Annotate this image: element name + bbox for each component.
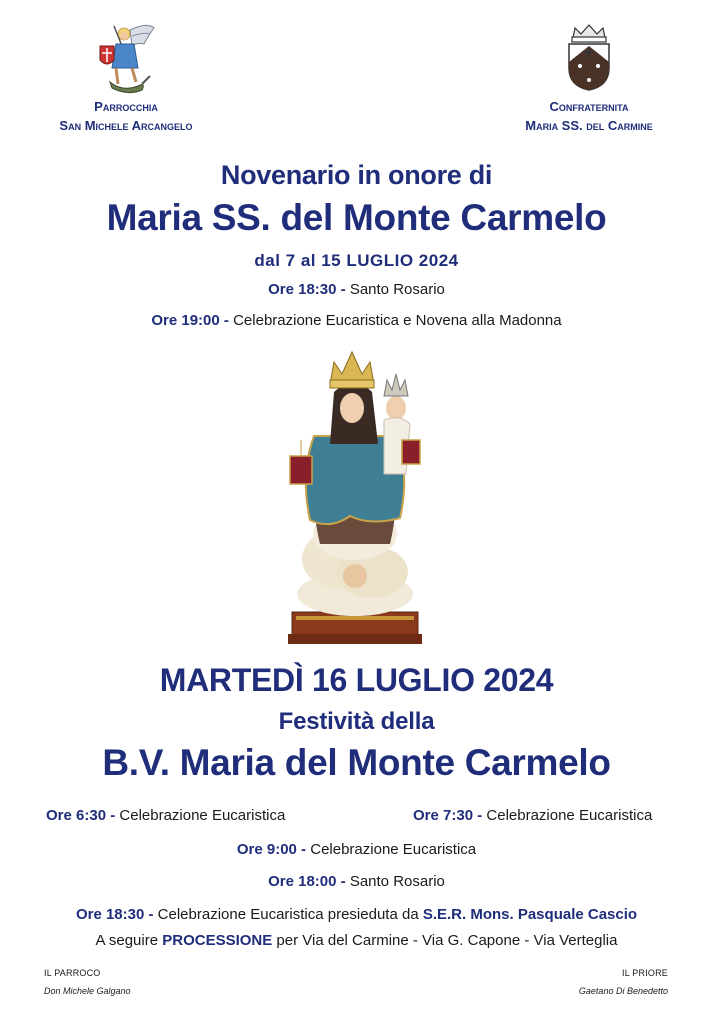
schedule-desc: Celebrazione Eucaristica e Novena alla Madonna — [233, 312, 562, 329]
feast-date: MARTEDÌ 16 LUGLIO 2024 — [159, 662, 554, 698]
feast-schedule-row — [413, 807, 652, 824]
mass-sep: - — [144, 906, 158, 923]
schedule-desc: Celebrazione Eucaristica — [486, 807, 653, 824]
novena-schedule-row — [0, 281, 713, 298]
confraternity-name — [498, 97, 680, 135]
schedule-desc: Celebrazione Eucaristica — [310, 841, 477, 858]
procession-line — [0, 932, 713, 949]
mass-desc: Celebrazione Eucaristica presieduta da — [157, 906, 423, 923]
mass-celebrant: S.E.R. Mons. Pasquale Cascio — [422, 906, 638, 923]
confraternity-line2: Maria SS. del Carmine — [525, 118, 653, 133]
feast-subtitle: Festività della — [278, 708, 435, 735]
schedule-desc: Santo Rosario — [349, 281, 445, 298]
parroco-role: IL PARROCO — [44, 968, 101, 978]
novena-schedule-row — [0, 312, 713, 329]
carmelite-emblem-icon — [565, 22, 613, 92]
schedule-sep: - — [336, 281, 350, 298]
novena-title-line1: Novenario in onore di — [220, 160, 493, 190]
feast-main-mass — [0, 906, 713, 923]
schedule-time: Ore 18:30 — [268, 281, 337, 298]
priore-name: Gaetano Di Benedetto — [578, 986, 668, 996]
parish-line1: Parrocchia — [94, 99, 158, 114]
schedule-time: Ore 9:00 — [236, 841, 297, 858]
madonna-statue-image — [260, 344, 450, 649]
schedule-sep: - — [219, 312, 234, 329]
feast-title: B.V. Maria del Monte Carmelo — [102, 742, 611, 783]
feast-schedule-row — [46, 807, 285, 824]
schedule-sep: - — [106, 807, 120, 824]
procession-keyword: PROCESSIONE — [162, 932, 273, 949]
schedule-desc: Celebrazione Eucaristica — [119, 807, 286, 824]
mass-time: Ore 18:30 — [75, 906, 145, 923]
schedule-time: Ore 7:30 — [413, 807, 474, 824]
procession-pre: A seguire — [95, 932, 163, 949]
parish-line2: San Michele Arcangelo — [59, 118, 193, 133]
novena-dates: dal 7 al 15 LUGLIO 2024 — [254, 251, 459, 270]
schedule-sep: - — [296, 841, 311, 858]
procession-route: per Via del Carmine - Via G. Capone - Via Verteglia — [272, 932, 618, 949]
confraternity-line1: Confraternita — [549, 99, 629, 114]
san-michele-logo — [92, 22, 162, 94]
schedule-sep: - — [336, 873, 350, 890]
schedule-time: Ore 18:00 — [268, 873, 337, 890]
schedule-time: Ore 19:00 — [151, 312, 220, 329]
novena-title-line2: Maria SS. del Monte Carmelo — [106, 197, 607, 238]
priore-role: IL PRIORE — [622, 968, 668, 978]
schedule-sep: - — [473, 807, 487, 824]
parroco-name: Don Michele Galgano — [44, 986, 131, 996]
feast-schedule-row — [0, 873, 713, 890]
feast-schedule-row — [0, 841, 713, 858]
parish-name — [40, 97, 212, 135]
schedule-desc: Santo Rosario — [349, 873, 445, 890]
schedule-time: Ore 6:30 — [46, 807, 107, 824]
